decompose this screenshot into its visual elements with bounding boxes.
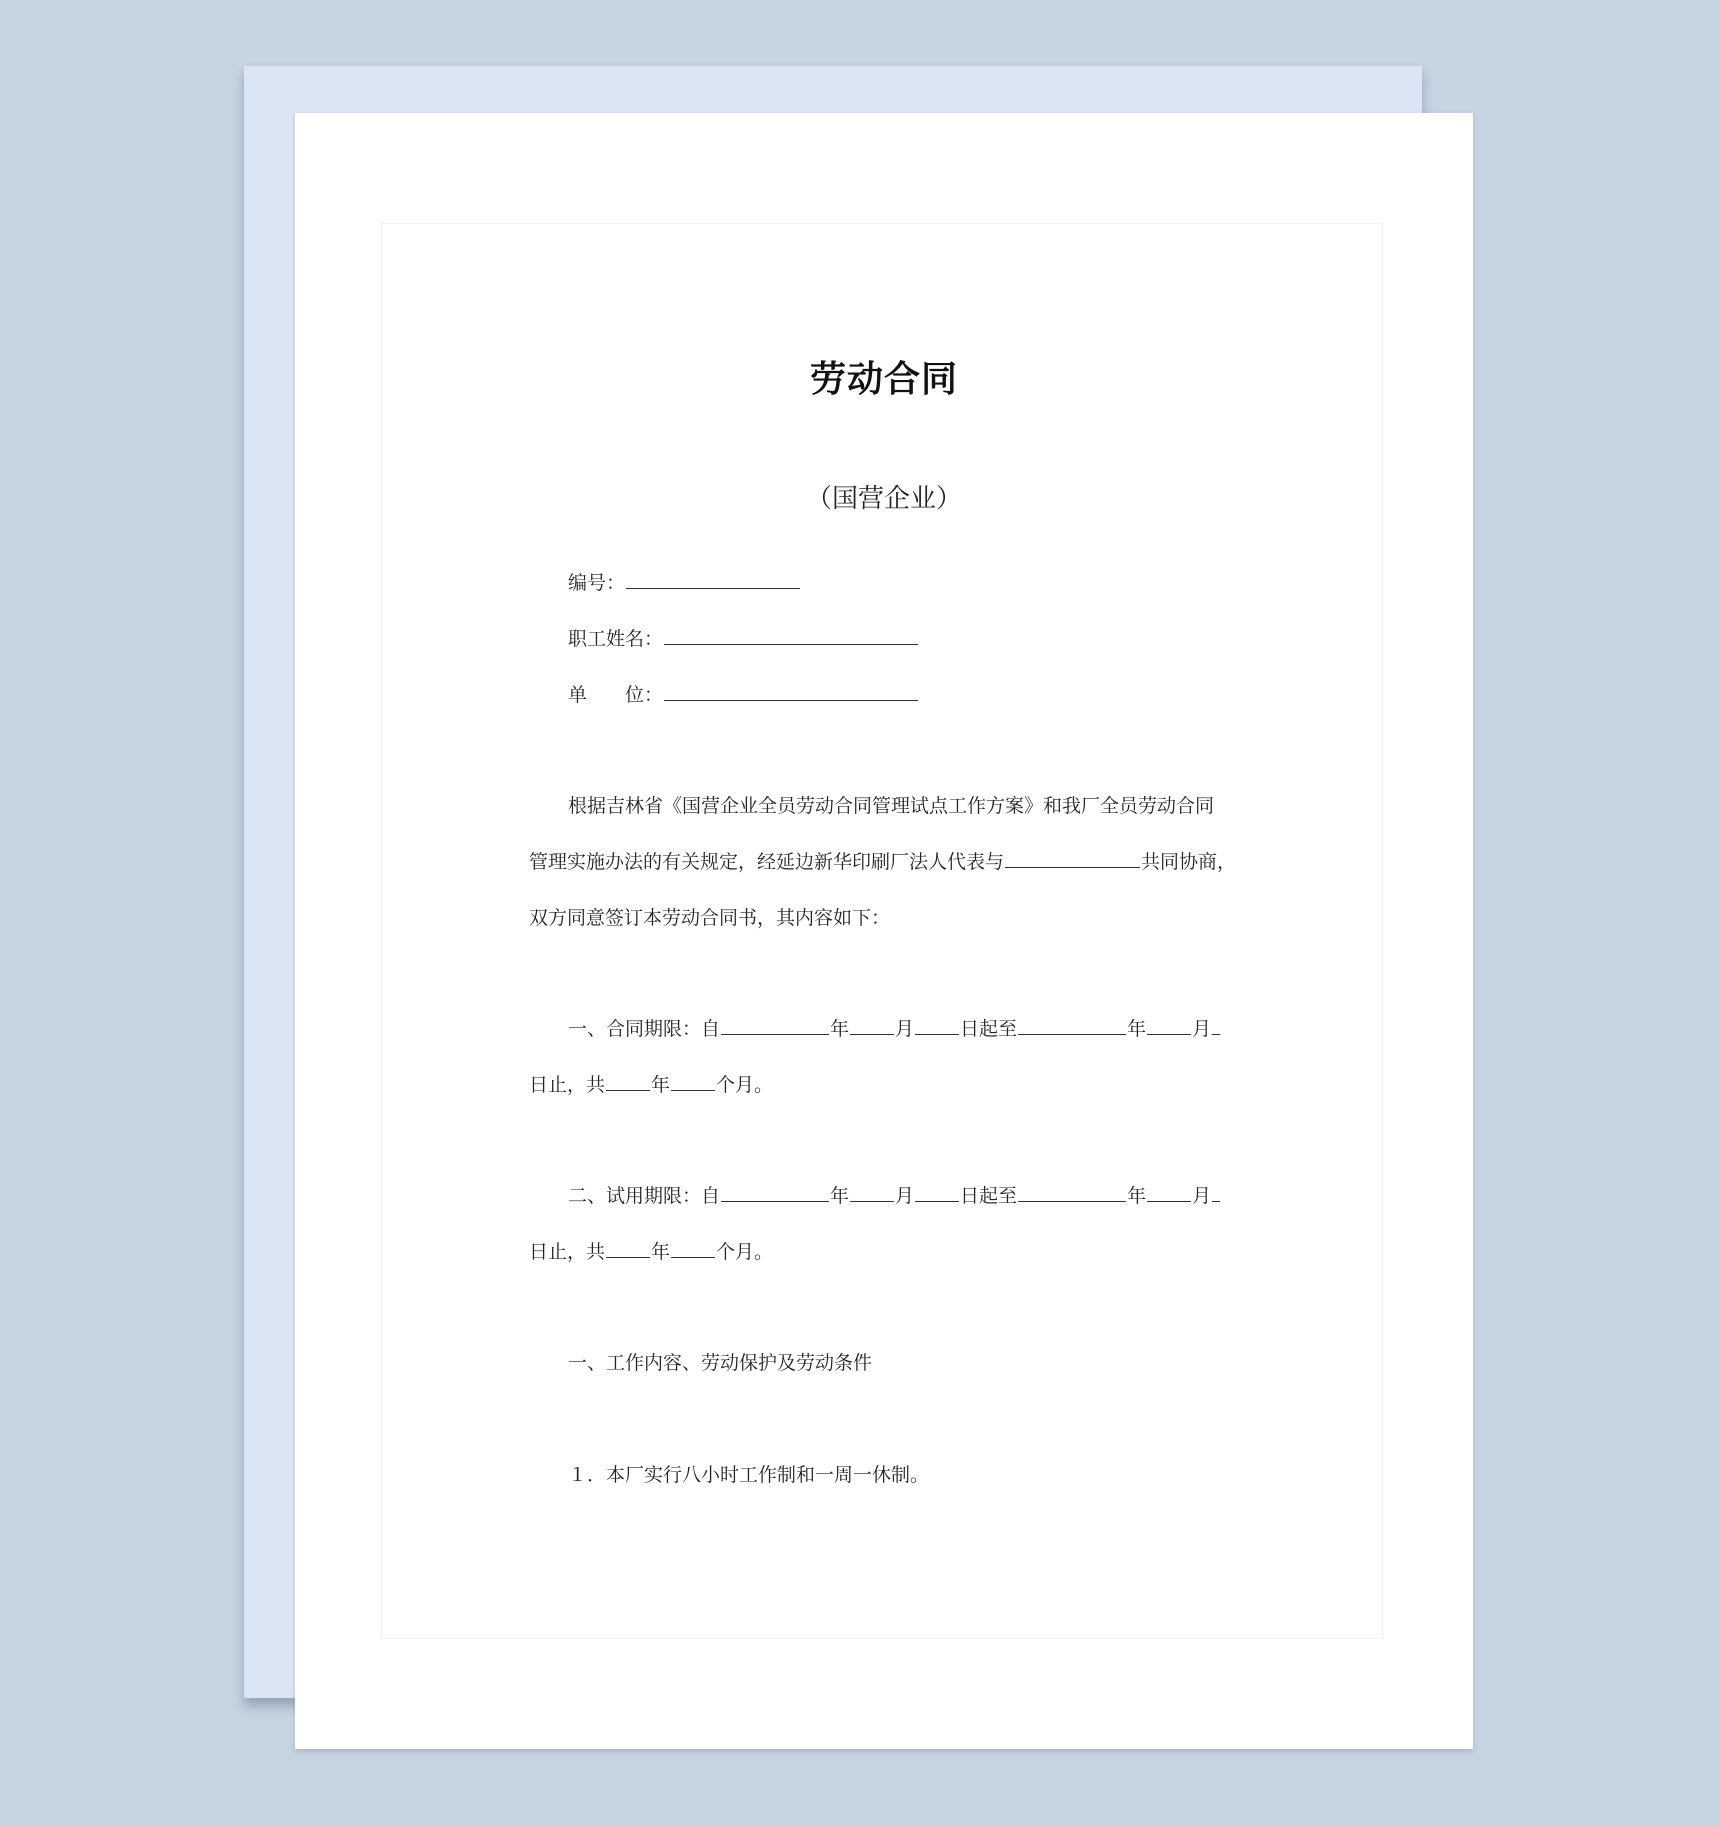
contract-term-label: 一、合同期限：自 — [568, 1018, 721, 1040]
page-margin-frame — [381, 223, 1383, 1639]
end-month-blank — [1147, 1016, 1191, 1035]
start-year-blank — [721, 1183, 829, 1202]
month-text: 月 — [895, 1185, 915, 1207]
probation-term-line-1 — [568, 1183, 1221, 1209]
probation-term-label: 二、试用期限：自 — [568, 1185, 721, 1207]
end-day-blank — [1212, 1016, 1220, 1035]
contract-term-line-2 — [529, 1072, 773, 1098]
employee-name-label: 职工姓名： — [568, 628, 664, 650]
start-day-blank — [915, 1016, 959, 1035]
unit-blank — [664, 682, 918, 701]
year-text: 年 — [651, 1241, 671, 1263]
document-page — [295, 113, 1473, 1749]
months-text: 个月。 — [716, 1241, 774, 1263]
month-text: 月 — [1192, 1018, 1212, 1040]
year-text: 年 — [830, 1018, 850, 1040]
start-year-blank — [721, 1016, 829, 1035]
total-years-blank — [606, 1072, 650, 1091]
year-text: 年 — [1127, 1018, 1147, 1040]
start-month-blank — [850, 1183, 894, 1202]
section-heading: 一、工作内容、劳动保护及劳动条件 — [568, 1352, 873, 1374]
month-text: 月 — [895, 1018, 915, 1040]
end-year-blank — [1018, 1016, 1126, 1035]
intro-line-3: 双方同意签订本劳动合同书，其内容如下： — [529, 907, 891, 929]
total-years-blank — [606, 1239, 650, 1258]
probation-term-line-2 — [529, 1239, 773, 1265]
year-text: 年 — [1127, 1185, 1147, 1207]
contract-term-line-1 — [568, 1016, 1221, 1042]
month-text: 月 — [1192, 1185, 1212, 1207]
item-1: １．本厂实行八小时工作制和一周一休制。 — [568, 1464, 930, 1486]
employee-name-field — [568, 626, 919, 652]
unit-field — [568, 682, 919, 708]
number-label: 编号： — [568, 572, 626, 594]
document-title: 劳动合同 — [809, 359, 958, 400]
day-from-text: 日起至 — [960, 1185, 1018, 1207]
employee-name-blank — [664, 626, 918, 645]
end-day-blank — [1212, 1183, 1220, 1202]
total-months-blank — [671, 1239, 715, 1258]
months-text: 个月。 — [716, 1074, 774, 1096]
unit-label: 单 位： — [568, 684, 664, 706]
year-text: 年 — [830, 1185, 850, 1207]
number-field — [568, 570, 801, 596]
day-from-text: 日起至 — [960, 1018, 1018, 1040]
intro-line-2-text-a: 管理实施办法的有关规定，经延边新华印刷厂法人代表与 — [529, 851, 1005, 873]
intro-line-1: 根据吉林省《国营企业全员劳动合同管理试点工作方案》和我厂全员劳动合同 — [568, 795, 1215, 817]
start-month-blank — [850, 1016, 894, 1035]
day-until-text: 日止，共 — [529, 1074, 606, 1096]
total-months-blank — [671, 1072, 715, 1091]
intro-line-2-text-b: 共同协商， — [1141, 851, 1237, 873]
number-blank — [626, 570, 800, 589]
legal-representative-blank — [1005, 849, 1140, 868]
start-day-blank — [915, 1183, 959, 1202]
end-month-blank — [1147, 1183, 1191, 1202]
intro-line-2 — [529, 849, 1236, 875]
day-until-text: 日止，共 — [529, 1241, 606, 1263]
year-text: 年 — [651, 1074, 671, 1096]
document-subtitle: （国营企业） — [805, 484, 962, 514]
end-year-blank — [1018, 1183, 1126, 1202]
